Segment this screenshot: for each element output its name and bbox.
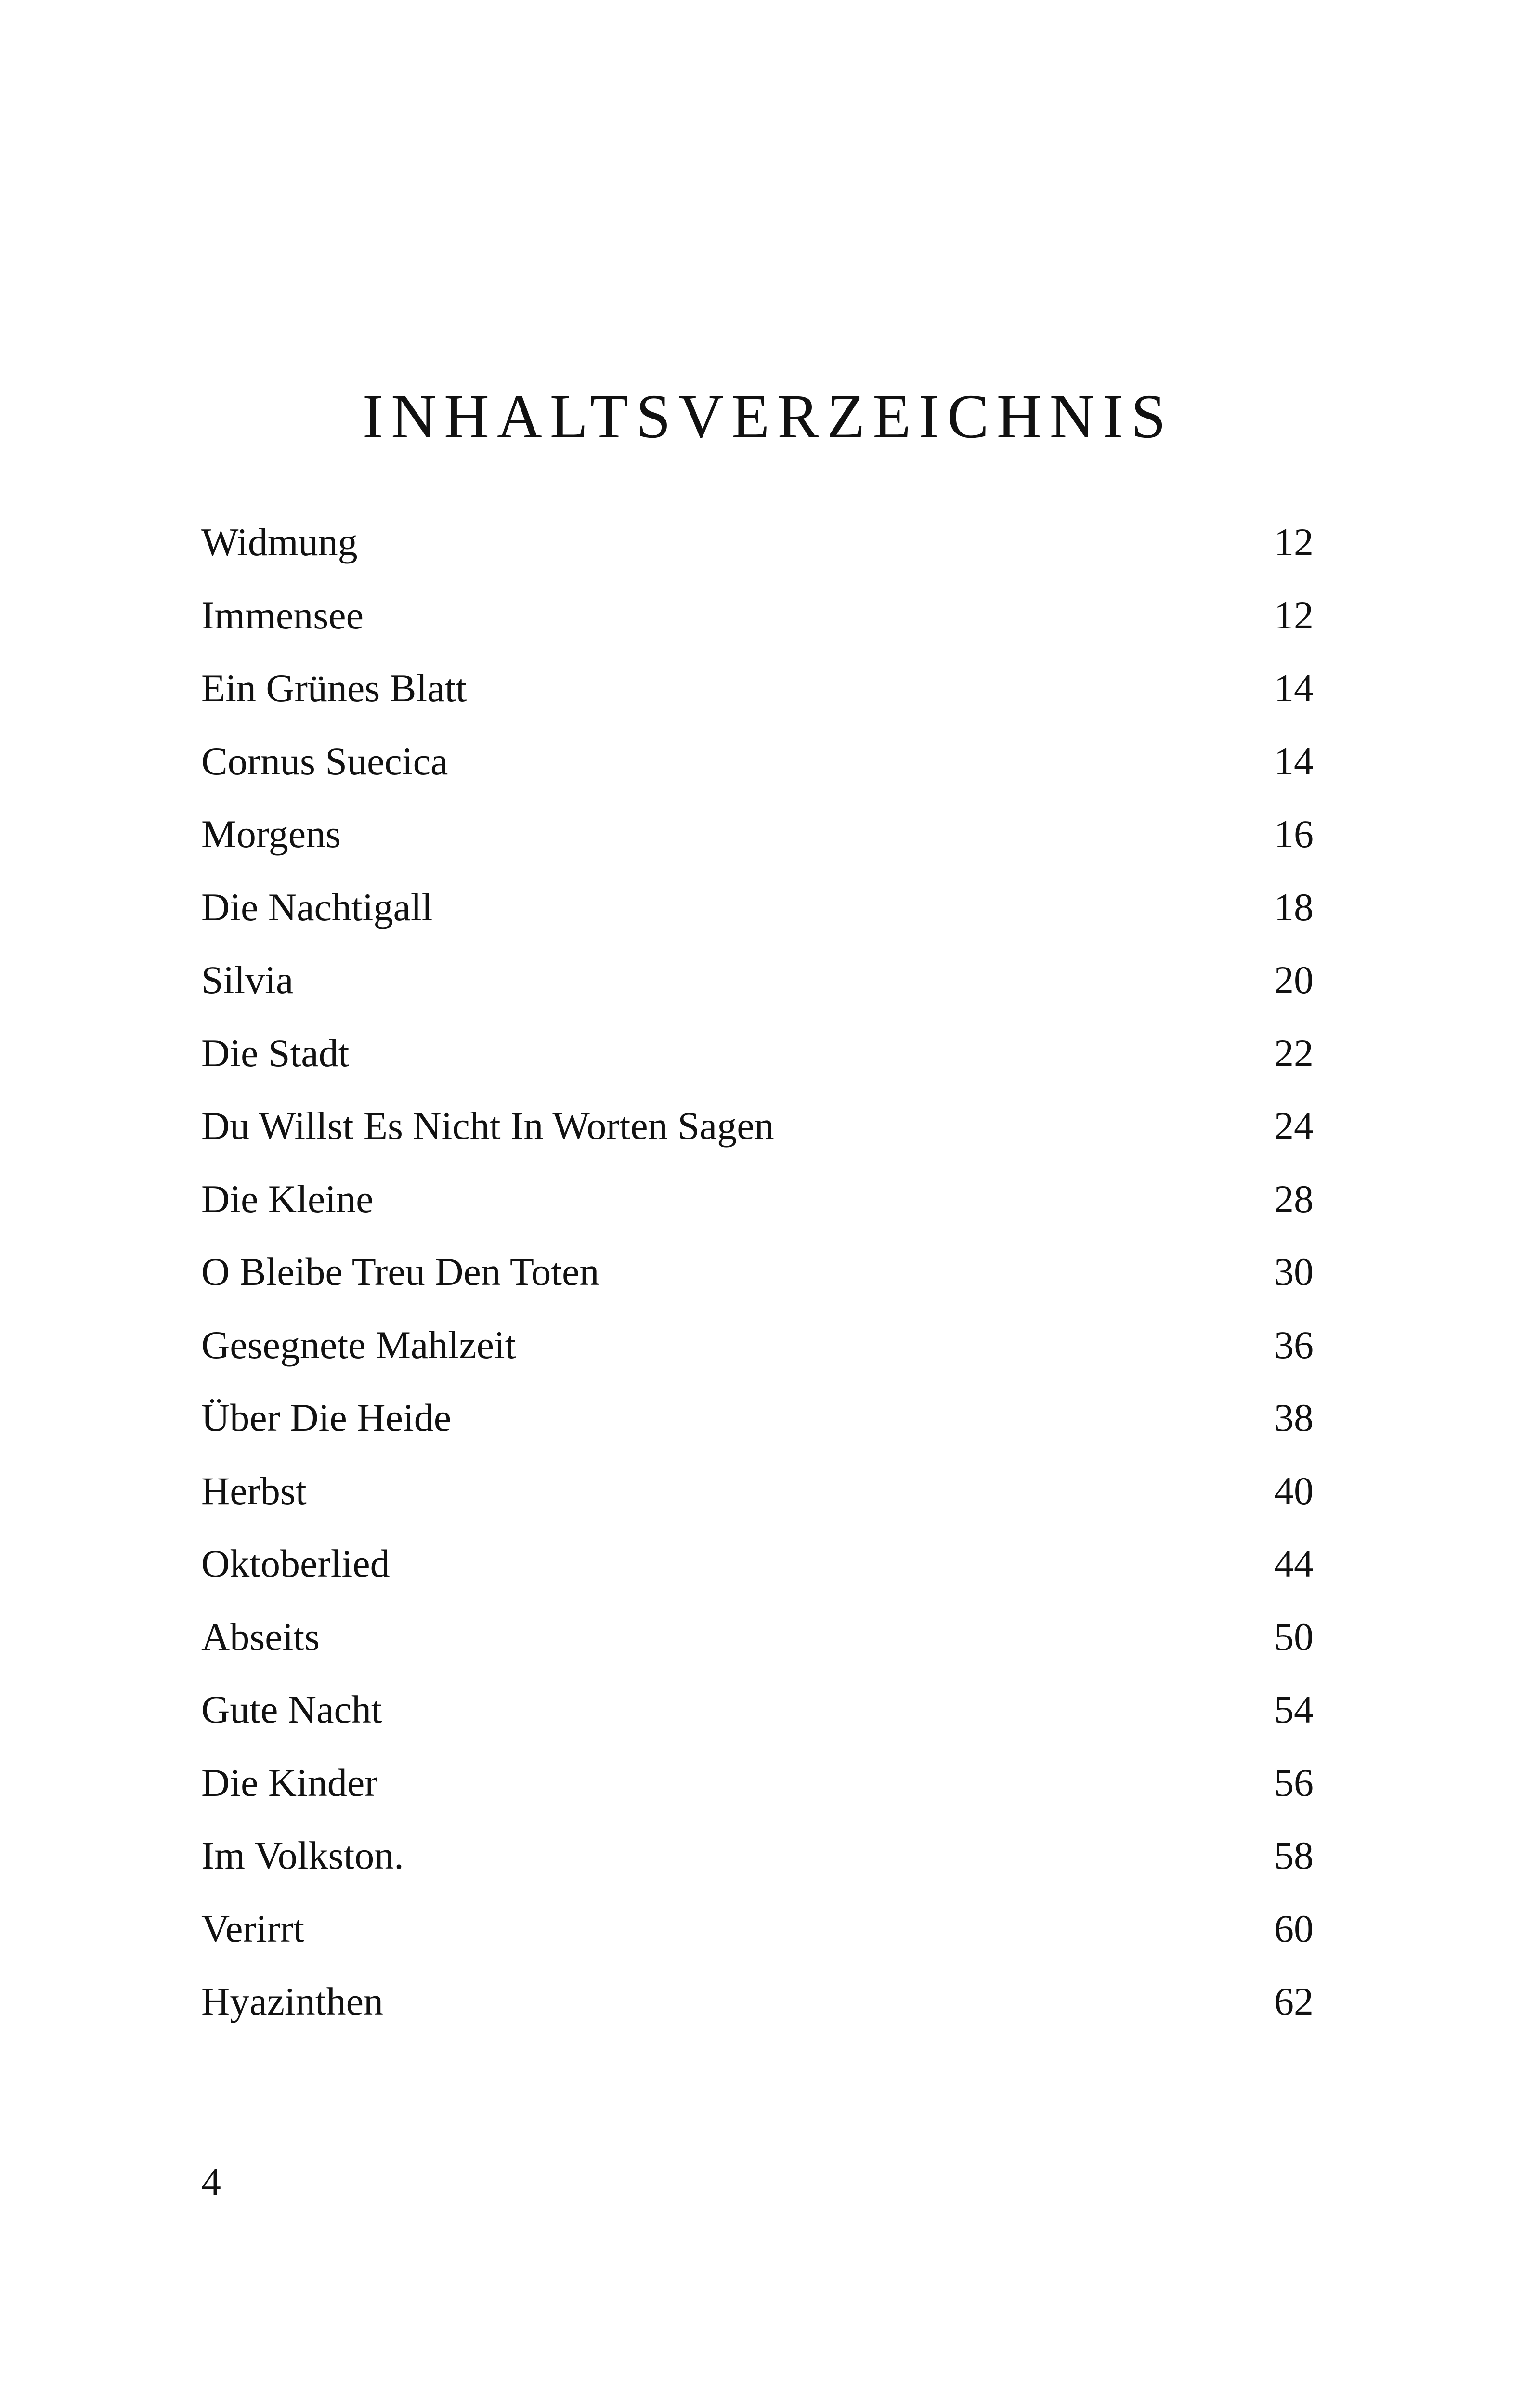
toc-entry-title: Die Nachtigall: [201, 885, 433, 929]
toc-entry: [201, 1235, 1314, 1309]
toc-entry-page: 40: [1274, 1468, 1314, 1513]
toc-entry: [201, 1965, 1314, 2038]
toc-entry: [201, 506, 1314, 579]
toc-entry-page: 38: [1274, 1396, 1314, 1440]
toc-entry-page: 30: [1274, 1250, 1314, 1294]
toc-entry: [201, 871, 1314, 944]
toc-entry-page: 12: [1274, 593, 1314, 637]
toc-entry-page: 16: [1274, 812, 1314, 856]
toc-entry: [201, 1527, 1314, 1600]
page-title: INHALTSVERZEICHNIS: [362, 382, 1174, 451]
toc-entry-page: 22: [1274, 1031, 1314, 1075]
toc-entry: [201, 1381, 1314, 1454]
toc-entry-title: Herbst: [201, 1468, 307, 1513]
toc-entry-title: Oktoberlied: [201, 1542, 390, 1585]
toc-entry-title: Gute Nacht: [201, 1688, 382, 1731]
toc-entry: [201, 1746, 1314, 1819]
toc-entry-page: 20: [1274, 958, 1314, 1002]
toc-entry-title: Silvia: [201, 958, 294, 1002]
toc-entry-page: 14: [1274, 666, 1314, 710]
toc-entry-title: Über Die Heide: [201, 1396, 452, 1440]
toc-entry: [201, 1600, 1314, 1674]
toc-entry: [201, 1309, 1314, 1382]
toc-entry: [201, 1892, 1314, 1965]
toc-entry-title: Die Kleine: [201, 1177, 374, 1221]
toc-entry-page: 24: [1274, 1104, 1314, 1148]
toc-entry-page: 54: [1274, 1688, 1314, 1731]
toc-entry-page: 58: [1274, 1833, 1314, 1877]
toc-entry-title: Die Stadt: [201, 1031, 350, 1075]
toc-entry: [201, 579, 1314, 652]
toc-entry-title: Im Volkston.: [201, 1833, 404, 1877]
toc-entry-title: Ein Grünes Blatt: [201, 666, 467, 710]
toc-entry-page: 44: [1274, 1542, 1314, 1585]
toc-entry: [201, 1819, 1314, 1892]
toc-entry-title: Verirrt: [201, 1906, 305, 1950]
toc-entry: [201, 943, 1314, 1017]
toc-entry-page: 56: [1274, 1760, 1314, 1805]
toc-entry-title: Morgens: [201, 812, 341, 856]
toc-entry-title: Gesegnete Mahlzeit: [201, 1322, 516, 1367]
toc-entry-page: 60: [1274, 1906, 1314, 1950]
toc-entry-page: 28: [1274, 1177, 1314, 1221]
toc-entry-title: Die Kinder: [201, 1760, 378, 1805]
toc-entry-page: 18: [1274, 885, 1314, 929]
toc-entry: [201, 1673, 1314, 1746]
toc-entry-title: Immensee: [201, 593, 364, 637]
toc-entry-page: 36: [1274, 1322, 1314, 1367]
page-number: 4: [201, 2160, 221, 2204]
toc-entry-title: Hyazinthen: [201, 1979, 383, 2023]
toc-entry: [201, 798, 1314, 871]
toc-entry-page: 12: [1274, 520, 1314, 564]
toc-entry-title: Du Willst Es Nicht In Worten Sagen: [201, 1104, 774, 1148]
toc-entry-page: 62: [1274, 1979, 1314, 2023]
toc-entry-title: Widmung: [201, 520, 358, 564]
toc-entry: [201, 1017, 1314, 1090]
toc-entry: [201, 652, 1314, 725]
table-of-contents: [201, 506, 1314, 2038]
toc-entry: [201, 1163, 1314, 1236]
toc-entry: [201, 1454, 1314, 1528]
toc-entry-title: Abseits: [201, 1614, 320, 1659]
toc-entry-page: 14: [1274, 739, 1314, 783]
toc-entry: [201, 1089, 1314, 1163]
toc-entry-title: Cornus Suecica: [201, 739, 448, 783]
toc-entry: [201, 725, 1314, 798]
toc-entry-page: 50: [1274, 1614, 1314, 1659]
toc-entry-title: O Bleibe Treu Den Toten: [201, 1250, 599, 1294]
